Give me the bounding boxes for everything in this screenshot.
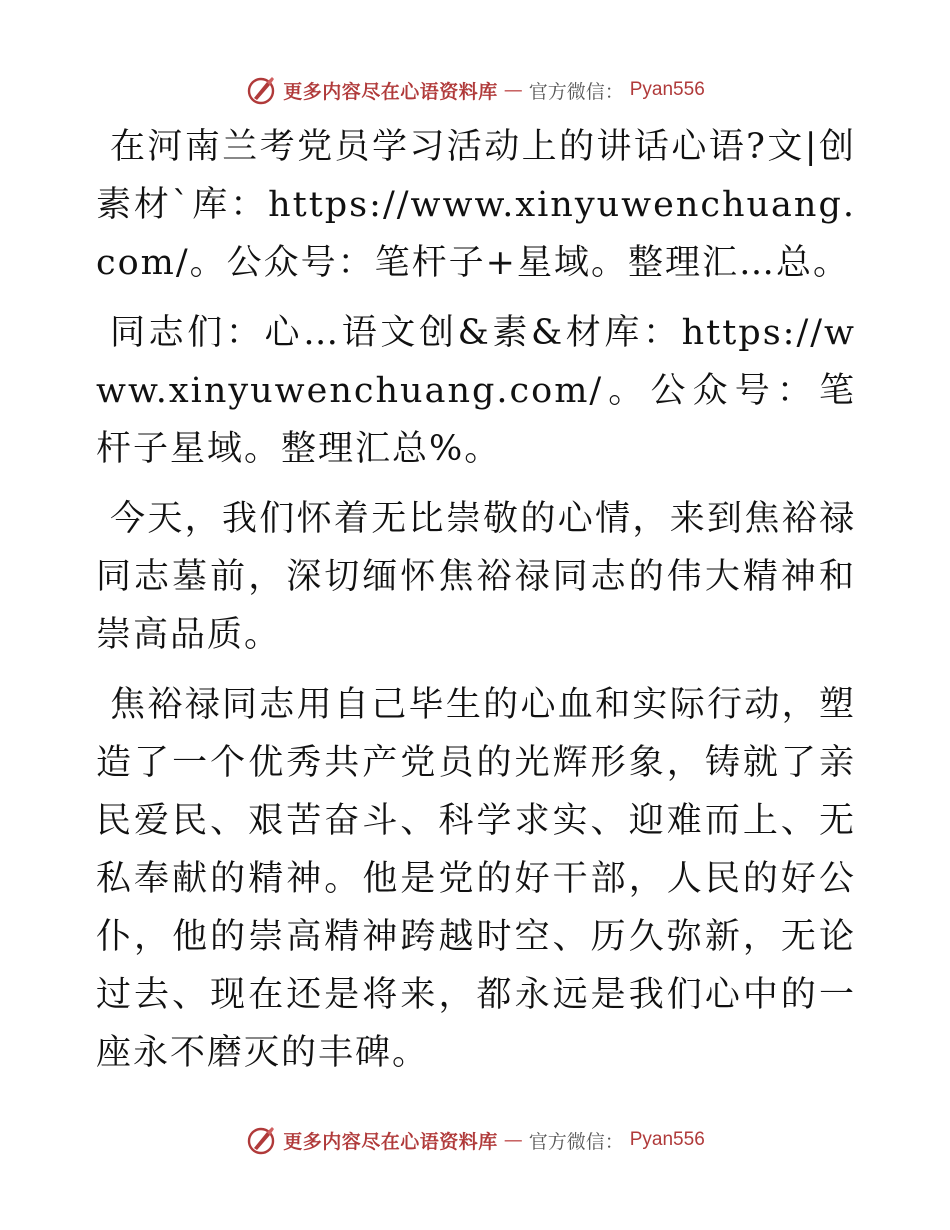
quill-pen-seal-icon xyxy=(245,1124,277,1156)
banner-wechat-id: Pyan556 xyxy=(629,79,705,100)
banner-official-label: 官方微信： xyxy=(528,1130,624,1153)
paragraph-body: 焦裕禄同志用自己毕生的心血和实际行动，塑造了一个优秀共产党员的光辉形象，铸就了亲民爱民、艰苦奋斗、科学求实、迎难而上、无私奉献的精神。他是党的好干部，人民的好公仆，他的崇高精神跨越时空、历久弥新，无论过去、现在还是将来，都永远是我们心中的一座永不磨灭的丰碑。 xyxy=(96,685,856,1073)
quill-pen-seal-icon xyxy=(245,74,277,106)
paragraph-intro: 今天，我们怀着无比崇敬的心情，来到焦裕禄同志墓前，深切缅怀焦裕禄同志的伟大精神和崇高品质。 xyxy=(96,499,856,655)
header-banner xyxy=(0,70,950,110)
banner-brand-text: 更多内容尽在心语资料库 xyxy=(283,1130,498,1153)
banner-wechat-id: Pyan556 xyxy=(629,1129,705,1150)
document-body xyxy=(96,118,856,1094)
footer-banner xyxy=(0,1120,950,1160)
banner-dash: — xyxy=(503,1129,523,1151)
banner-dash: — xyxy=(503,79,523,101)
banner-brand-text: 更多内容尽在心语资料库 xyxy=(283,80,498,103)
banner-official-label: 官方微信： xyxy=(528,80,624,103)
paragraph-salutation: 同志们：心…语文创&素&材库：https://www.xinyuwenchuang.com/。公众号：笔杆子星域。整理汇总%。 xyxy=(96,313,856,469)
paragraph-title: 在河南兰考党员学习活动上的讲话心语?文|创素材`库：https://www.xinyuwenchuang.com/。公众号：笔杆子+星域。整理汇…总。 xyxy=(96,127,856,283)
